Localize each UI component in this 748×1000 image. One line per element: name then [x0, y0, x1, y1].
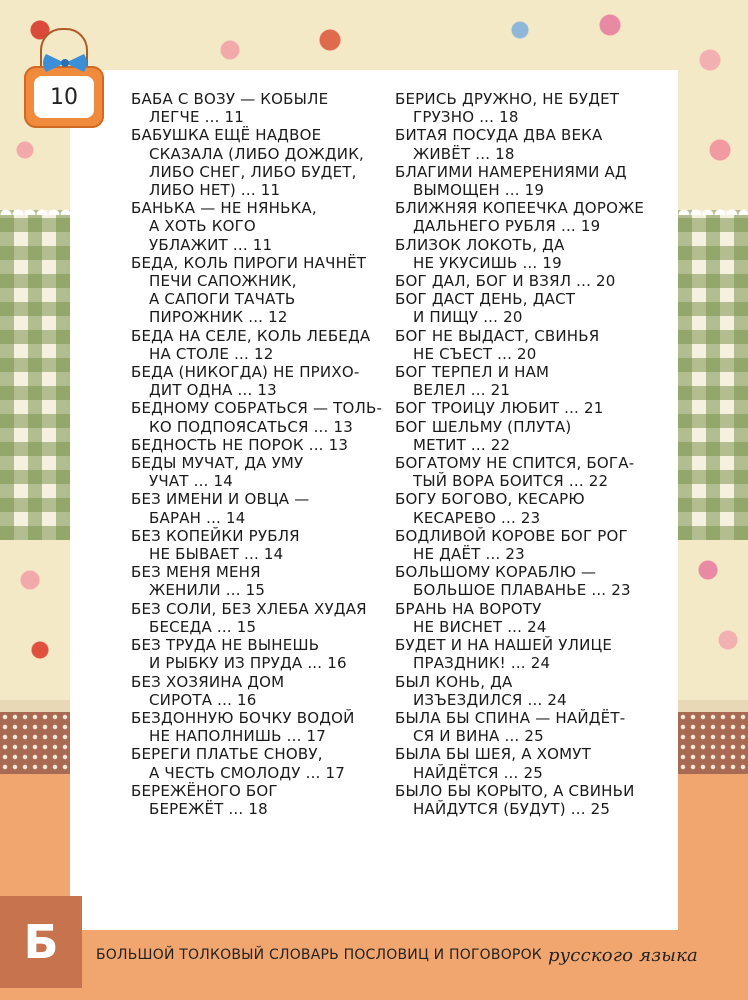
proverb-entry	[395, 636, 644, 672]
proverb-entry	[395, 673, 644, 709]
proverb-line: БАБУШКА ЕЩЁ НАДВОЕ	[131, 126, 322, 145]
proverb-line: НЕ СЪЕСТ ... 20	[413, 344, 537, 363]
proverb-line: БОГ НЕ ВЫДАСТ, СВИНЬЯ	[395, 326, 600, 345]
proverb-entry	[395, 290, 644, 326]
page-number-tag	[24, 66, 104, 128]
proverb-entry	[131, 709, 382, 745]
proverb-entry	[131, 399, 382, 435]
proverb-line: ДАЛЬНЕГО РУБЛЯ ... 19	[413, 217, 601, 236]
proverb-line: БЕРЕЖЁНОГО БОГ	[131, 781, 278, 800]
proverb-line: НЕ ВИСНЕТ ... 24	[413, 617, 547, 636]
proverb-line: ПИРОЖНИК ... 12	[149, 308, 288, 327]
floral-background-right	[678, 540, 748, 680]
proverb-line: ВЕЛЕЛ ... 21	[413, 381, 511, 400]
proverb-line: БАБА С ВОЗУ — КОБЫЛЕ	[131, 90, 329, 108]
gingham-band-right	[678, 210, 748, 540]
proverb-line: БЕДНОСТЬ НЕ ПОРОК ... 13	[131, 435, 349, 454]
proverb-entry	[131, 673, 382, 709]
proverb-line: НЕ НАПОЛНИШЬ ... 17	[149, 727, 326, 746]
proverb-line: БЕСЕДА ... 15	[149, 617, 257, 636]
proverb-line: БЕРИСЬ ДРУЖНО, НЕ БУДЕТ	[395, 90, 620, 108]
proverb-line: А ЧЕСТЬ СМОЛОДУ ... 17	[149, 763, 345, 782]
proverb-entry	[395, 272, 644, 290]
left-column	[131, 90, 382, 818]
proverb-line: БАНЬКА — НЕ НЯНЬКА,	[131, 199, 317, 218]
polka-dot-band-right	[678, 712, 748, 774]
proverb-line: БЕДА НА СЕЛЕ, КОЛЬ ЛЕБЕДА	[131, 326, 371, 345]
proverb-entry	[395, 418, 644, 454]
proverb-entry	[131, 454, 382, 490]
proverb-line: БОГ ТЕРПЕЛ И НАМ	[395, 363, 550, 382]
proverb-line: БЫЛА БЫ СПИНА — НАЙДЁТ-	[395, 708, 626, 727]
proverb-entry	[131, 600, 382, 636]
proverb-entry	[395, 782, 644, 818]
proverb-line: БЕДА, КОЛЬ ПИРОГИ НАЧНЁТ	[131, 253, 367, 272]
proverb-entry	[395, 399, 644, 417]
proverb-entry	[131, 199, 382, 254]
proverb-line: СЯ И ВИНА ... 25	[413, 727, 544, 746]
proverb-line: БЕЗ КОПЕЙКИ РУБЛЯ	[131, 526, 300, 545]
proverb-line: БЕЗ СОЛИ, БЕЗ ХЛЕБА ХУДАЯ	[131, 599, 367, 618]
proverb-entry	[395, 527, 644, 563]
proverb-line: БЕЗ ИМЕНИ И ОВЦА —	[131, 490, 310, 509]
gingham-band-left	[0, 210, 70, 540]
proverb-line: БОЛЬШОМУ КОРАБЛЮ —	[395, 563, 597, 582]
proverb-entry	[395, 236, 644, 272]
proverb-line: УЧАТ ... 14	[149, 472, 233, 491]
proverb-line: БЕДА (НИКОГДА) НЕ ПРИХО-	[131, 363, 360, 382]
proverb-line: БЫЛО БЫ КОРЫТО, А СВИНЬИ	[395, 781, 635, 800]
proverb-line: И ПИЩУ ... 20	[413, 308, 523, 327]
proverb-line: ИЗЪЕЗДИЛСЯ ... 24	[413, 690, 567, 709]
proverb-line: А ХОТЬ КОГО	[149, 217, 256, 236]
proverb-line: БЕРЕЖЁТ ... 18	[149, 799, 268, 818]
proverb-line: БЛАГИМИ НАМЕРЕНИЯМИ АД	[395, 162, 627, 181]
proverb-line: БЕЗ МЕНЯ МЕНЯ	[131, 563, 261, 582]
proverb-line: ПРАЗДНИК! ... 24	[413, 654, 551, 673]
bow-icon	[40, 52, 90, 74]
proverb-line: ДИТ ОДНА ... 13	[149, 381, 277, 400]
proverb-entry	[395, 600, 644, 636]
proverb-entry	[395, 363, 644, 399]
proverb-entry	[131, 782, 382, 818]
proverb-entry	[395, 163, 644, 199]
proverb-entry	[395, 90, 644, 126]
proverb-line: БОГ ДАЛ, БОГ И ВЗЯЛ ... 20	[395, 272, 616, 291]
proverb-line: НАЙДЁТСЯ ... 25	[413, 763, 543, 782]
proverb-line: БОГ ШЕЛЬМУ (ПЛУТА)	[395, 417, 572, 436]
proverb-line: БЕЗ ТРУДА НЕ ВЫНЕШЬ	[131, 636, 320, 655]
proverb-line: КЕСАРЕВО ... 23	[413, 508, 541, 527]
proverb-entry	[131, 126, 382, 199]
proverb-entry	[131, 527, 382, 563]
proverb-line: НАЙДУТСЯ (БУДУТ) ... 25	[413, 799, 611, 818]
proverb-line: БОГАТОМУ НЕ СПИТСЯ, БОГА-	[395, 454, 635, 473]
proverb-line: БОДЛИВОЙ КОРОВЕ БОГ РОГ	[395, 526, 628, 545]
proverb-line: И РЫБКУ ИЗ ПРУДА ... 16	[149, 654, 347, 673]
proverb-line: НЕ БЫВАЕТ ... 14	[149, 545, 284, 564]
proverb-line: НЕ УКУСИШЬ ... 19	[413, 253, 562, 272]
proverb-line: СКАЗАЛА (ЛИБО ДОЖДИК,	[149, 144, 365, 163]
proverb-line: ЛИБО СНЕГ, ЛИБО БУДЕТ,	[149, 162, 357, 181]
proverb-line: НЕ ДАЁТ ... 23	[413, 545, 525, 564]
proverb-line: БОГ ТРОИЦУ ЛЮБИТ ... 21	[395, 399, 604, 418]
proverb-line: БЛИЗОК ЛОКОТЬ, ДА	[395, 235, 565, 254]
proverb-entry	[131, 363, 382, 399]
proverb-line: ВЫМОЩЕН ... 19	[413, 181, 545, 200]
proverb-line: БЛИЖНЯЯ КОПЕЕЧКА ДОРОЖЕ	[395, 199, 645, 218]
proverb-line: ЖИВЁТ ... 18	[413, 144, 515, 163]
proverb-entry	[395, 709, 644, 745]
proverb-line: ЛЕГЧЕ ... 11	[149, 108, 244, 127]
proverb-line: БЫЛ КОНЬ, ДА	[395, 672, 513, 691]
proverb-line: БАРАН ... 14	[149, 508, 246, 527]
proverb-entry	[131, 436, 382, 454]
proverb-line: БУДЕТ И НА НАШЕЙ УЛИЦЕ	[395, 636, 613, 655]
proverb-line: БОЛЬШОЕ ПЛАВАНЬЕ ... 23	[413, 581, 631, 600]
proverb-line: СИРОТА ... 16	[149, 690, 257, 709]
proverb-line: БЕДНОМУ СОБРАТЬСЯ — ТОЛЬ-	[131, 399, 383, 418]
proverb-line: БЫЛА БЫ ШЕЯ, А ХОМУТ	[395, 745, 591, 764]
proverb-entry	[395, 490, 644, 526]
proverb-entry	[395, 745, 644, 781]
proverb-line: ЛИБО НЕТ) ... 11	[149, 181, 281, 200]
proverb-entry	[131, 90, 382, 126]
proverb-line: БРАНЬ НА ВОРОТУ	[395, 599, 542, 618]
footer-title: БОЛЬШОЙ ТОЛКОВЫЙ СЛОВАРЬ ПОСЛОВИЦ И ПОГОВОРОК	[96, 947, 542, 963]
footer	[82, 930, 748, 980]
proverb-line: БЕДЫ МУЧАТ, ДА УМУ	[131, 454, 304, 473]
proverb-line: ЖЕНИЛИ ... 15	[149, 581, 266, 600]
proverb-entry	[131, 745, 382, 781]
proverb-entry	[131, 327, 382, 363]
proverb-entry	[131, 636, 382, 672]
proverb-line: БЕРЕГИ ПЛАТЬЕ СНОВУ,	[131, 745, 323, 764]
proverb-entry	[131, 563, 382, 599]
proverb-line: УБЛАЖИТ ... 11	[149, 235, 273, 254]
proverb-entry	[131, 254, 382, 327]
proverb-entry	[395, 199, 644, 235]
proverb-entry	[395, 454, 644, 490]
proverb-line: ГРУЗНО ... 18	[413, 108, 519, 127]
proverb-line: БИТАЯ ПОСУДА ДВА ВЕКА	[395, 126, 603, 145]
proverb-line: ПЕЧИ САПОЖНИК,	[149, 272, 297, 291]
proverb-line: МЕТИТ ... 22	[413, 435, 511, 454]
proverb-line: БОГ ДАСТ ДЕНЬ, ДАСТ	[395, 290, 576, 309]
proverb-entry	[131, 490, 382, 526]
lace-trim-left	[0, 205, 70, 215]
lace-trim-right	[678, 205, 748, 215]
polka-dot-band-left	[0, 712, 70, 774]
footer-title-script: русского языка	[547, 944, 698, 966]
proverb-line: БОГУ БОГОВО, КЕСАРЮ	[395, 490, 585, 509]
proverb-line: НА СТОЛЕ ... 12	[149, 344, 274, 363]
proverb-line: ТЫЙ ВОРА БОИТСЯ ... 22	[413, 472, 609, 491]
proverb-line: БЕЗ ХОЗЯИНА ДОМ	[131, 672, 285, 691]
right-column	[395, 90, 644, 818]
proverb-line: БЕЗДОННУЮ БОЧКУ ВОДОЙ	[131, 708, 355, 727]
proverb-entry	[395, 563, 644, 599]
proverb-line: КО ПОДПОЯСАТЬСЯ ... 13	[149, 417, 353, 436]
section-letter: Б	[0, 896, 82, 988]
proverb-line: А САПОГИ ТАЧАТЬ	[149, 290, 296, 309]
floral-background-left	[0, 540, 70, 680]
proverb-entry	[395, 327, 644, 363]
page-number: 10	[34, 76, 94, 118]
proverb-entry	[395, 126, 644, 162]
